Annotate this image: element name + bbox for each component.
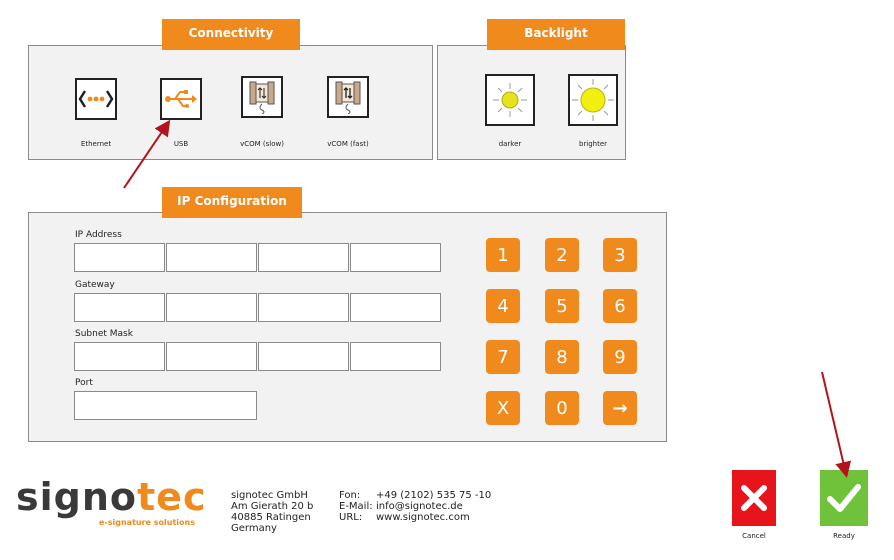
ip-address-octet-4[interactable]: [350, 243, 441, 272]
ethernet-label: Ethernet: [80, 140, 112, 148]
key-1[interactable]: 1: [486, 238, 520, 272]
usb-label: USB: [173, 140, 189, 148]
subnet-octet-2[interactable]: [166, 342, 257, 371]
vcom-fast-icon: [334, 80, 362, 114]
gateway-octet-3[interactable]: [258, 293, 349, 322]
gateway-octet-1[interactable]: [74, 293, 165, 322]
vcom-slow-button[interactable]: [241, 76, 283, 118]
ready-label: Ready: [833, 532, 855, 540]
ip-address-octet-2[interactable]: [166, 243, 257, 272]
subnet-octet-4[interactable]: [350, 342, 441, 371]
key-9[interactable]: 9: [603, 340, 637, 374]
darker-label: darker: [498, 140, 522, 148]
key-8[interactable]: 8: [545, 340, 579, 374]
key-3[interactable]: 3: [603, 238, 637, 272]
port-input[interactable]: [74, 391, 257, 420]
usb-icon: [164, 88, 198, 110]
backlight-title: Backlight: [487, 19, 625, 50]
logo-signo: signo: [16, 475, 138, 519]
key-4[interactable]: 4: [486, 289, 520, 323]
subnet-octet-3[interactable]: [258, 342, 349, 371]
usb-button[interactable]: [160, 78, 202, 120]
contact-values: +49 (2102) 535 75 -10 info@signotec.de www.signotec.com: [376, 490, 492, 523]
close-icon: [738, 482, 770, 514]
key-5[interactable]: 5: [545, 289, 579, 323]
port-label: Port: [75, 378, 93, 388]
sun-dim-icon: [490, 80, 530, 120]
contact-labels: Fon: E-Mail: URL:: [339, 490, 373, 523]
ip-address-octet-1[interactable]: [74, 243, 165, 272]
sun-bright-icon: [571, 78, 615, 122]
ip-address-label: IP Address: [75, 230, 122, 240]
vcom-slow-icon: [248, 80, 276, 114]
vcom-fast-label: vCOM (fast): [327, 140, 369, 148]
ready-button[interactable]: [820, 470, 868, 526]
ethernet-button[interactable]: [75, 78, 117, 120]
subnet-mask-label: Subnet Mask: [75, 329, 133, 339]
brighter-label: brighter: [578, 140, 608, 148]
cancel-button[interactable]: [732, 470, 776, 526]
ip-config-title: IP Configuration: [162, 187, 302, 218]
checkmark-icon: [826, 482, 862, 514]
key-6[interactable]: 6: [603, 289, 637, 323]
subnet-octet-1[interactable]: [74, 342, 165, 371]
vcom-fast-button[interactable]: [327, 76, 369, 118]
key-7[interactable]: 7: [486, 340, 520, 374]
logo-tec: tec: [137, 475, 207, 519]
key-clear[interactable]: X: [486, 391, 520, 425]
logo-subtitle: e-signature solutions: [99, 518, 195, 527]
arrow-to-ready: [822, 372, 846, 474]
ethernet-icon: [78, 88, 114, 110]
connectivity-title: Connectivity: [162, 19, 300, 50]
key-2[interactable]: 2: [545, 238, 579, 272]
signotec-logo: [16, 475, 216, 533]
darker-button[interactable]: [485, 74, 535, 126]
vcom-slow-label: vCOM (slow): [240, 140, 284, 148]
gateway-label: Gateway: [75, 280, 115, 290]
cancel-label: Cancel: [742, 532, 766, 540]
ip-address-octet-3[interactable]: [258, 243, 349, 272]
company-address: signotec GmbH Am Gierath 20 b 40885 Ratingen Germany: [231, 490, 314, 534]
key-next[interactable]: →: [603, 391, 637, 425]
gateway-octet-2[interactable]: [166, 293, 257, 322]
brighter-button[interactable]: [568, 74, 618, 126]
key-0[interactable]: 0: [545, 391, 579, 425]
gateway-octet-4[interactable]: [350, 293, 441, 322]
